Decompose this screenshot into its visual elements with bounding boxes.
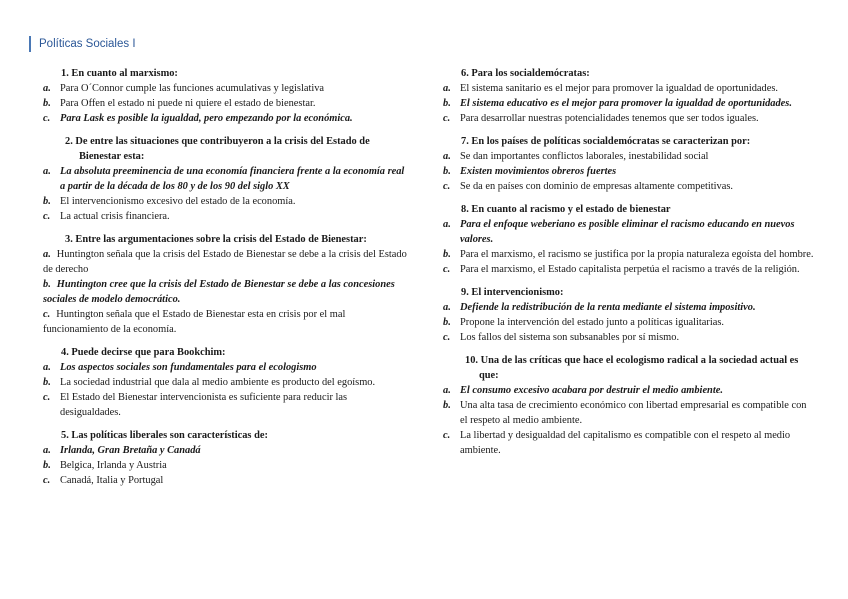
answer-option-c [443,262,815,277]
option-letter: c. [43,211,51,222]
option-letter: b. [443,400,451,411]
option-text: La absoluta preeminencia de una economía financiera frente a la economía real a partir de la década de los 80 y de los 90 del siglo XX [60,166,405,192]
option-text: El Estado del Bienestar intervencionista es suficiente para reducir las desigualdades. [60,392,348,418]
option-text: Canadá, Italia y Portugal [60,475,164,486]
answer-option-a [43,164,408,194]
option-letter: c. [43,392,51,403]
option-letter: b. [43,377,51,388]
option-letter: a. [43,249,51,260]
option-letter: c. [443,332,451,343]
question-title: 5. Las políticas liberales son características de: [61,430,268,441]
question-title: 1. En cuanto al marxismo: [61,68,178,79]
option-text: Irlanda, Gran Bretaña y Canadá [60,445,201,456]
option-letter: a. [443,302,451,313]
answer-option-a [43,360,408,375]
option-letter: c. [443,430,451,441]
right-column [443,66,815,458]
answer-option-c [43,209,408,224]
question-title: 9. El intervencionismo: [461,287,564,298]
question-left-4 [43,345,408,420]
question-right-3 [443,202,815,277]
question-right-1 [443,66,815,126]
left-column [43,66,408,488]
option-text: La sociedad industrial que dala al medio ambiente es producto del egoísmo. [60,377,376,388]
question-title: 8. En cuanto al racismo y el estado de bienestar [461,204,671,215]
option-text: Para el enfoque weberiano es posible eliminar el racismo educando en nuevos valores. [460,219,795,245]
option-text: La libertad y desigualdad del capitalismo es compatible con el respeto al medio ambiente. [460,430,791,456]
option-text: Huntington cree que la crisis del Estado de Bienestar se debe a las concesiones sociales de modelo democrático. [43,279,395,305]
answer-option-c [43,390,408,420]
question-left-2 [43,134,408,224]
question-title: 3. Entre las argumentaciones sobre la crisis del Estado de Bienestar: [65,234,367,245]
option-letter: b. [443,249,451,260]
question-right-4 [443,285,815,345]
question-title: 2. De entre las situaciones que contribuyeron a la crisis del Estado de Bienestar esta: [65,136,370,162]
option-letter: c. [443,181,451,192]
answer-option-b [443,164,815,179]
question-title: 7. En los países de políticas socialdemócratas se caracterizan por: [461,136,751,147]
option-letter: b. [43,460,51,471]
answer-option-a [43,443,408,458]
question-title: 6. Para los socialdemócratas: [461,68,590,79]
option-letter: a. [43,362,51,373]
option-text: Los fallos del sistema son subsanables por sí mismo. [460,332,680,343]
question-title: 10. Una de las críticas que hace el ecologismo radical a la sociedad actual es que: [465,355,799,381]
option-letter: a. [43,83,51,94]
option-letter: c. [43,113,51,124]
answer-option-a [443,383,815,398]
option-text: El sistema sanitario es el mejor para promover la igualdad de oportunidades. [460,83,778,94]
answer-option-a [43,247,408,277]
answer-option-c [43,111,408,126]
question-right-2 [443,134,815,194]
option-text: La actual crisis financiera. [60,211,170,222]
option-text: Para desarrollar nuestras potencialidades tenemos que ser todos iguales. [460,113,759,124]
option-text: Una alta tasa de crecimiento económico con libertad empresarial es compatible con el respeto al medio ambiente. [460,400,807,426]
question-left-5 [43,428,408,488]
document-title: Políticas Sociales I [39,38,136,50]
question-left-1 [43,66,408,126]
answer-option-b [43,194,408,209]
option-text: Para O´Connor cumple las funciones acumulativas y legislativa [60,83,325,94]
option-text: Existen movimientos obreros fuertes [460,166,617,177]
option-text: El sistema educativo es el mejor para promover la igualdad de oportunidades. [460,98,792,109]
answer-option-a [443,149,815,164]
option-letter: a. [443,219,451,230]
answer-option-b [443,398,815,428]
answer-option-c [43,307,408,337]
option-text: Se dan importantes conflictos laborales, inestabilidad social [460,151,709,162]
question-left-3 [43,232,408,337]
option-text: Huntington señala que la crisis del Estado de Bienestar se debe a la crisis del Estado de derecho [43,249,407,275]
answer-option-c [443,428,815,458]
option-letter: b. [43,279,51,290]
option-letter: b. [43,196,51,207]
option-letter: a. [443,83,451,94]
option-text: Los aspectos sociales son fundamentales para el ecologismo [60,362,317,373]
question-title: 4. Puede decirse que para Bookchim: [61,347,226,358]
answer-option-b [43,458,408,473]
option-letter: a. [443,385,451,396]
answer-option-b [43,277,408,307]
answer-option-b [443,315,815,330]
answer-option-b [43,96,408,111]
answer-option-a [443,81,815,96]
option-text: El consumo excesivo acabara por destruir el medio ambiente. [460,385,723,396]
option-text: Defiende la redistribución de la renta mediante el sistema impositivo. [460,302,756,313]
option-letter: b. [443,317,451,328]
answer-option-a [443,300,815,315]
option-letter: b. [443,98,451,109]
answer-option-a [43,81,408,96]
option-letter: b. [443,166,451,177]
option-text: El intervencionismo excesivo del estado de la economía. [60,196,296,207]
option-letter: b. [43,98,51,109]
answer-option-c [43,473,408,488]
option-letter: c. [43,475,51,486]
option-text: Se da en países con dominio de empresas altamente competitivas. [460,181,733,192]
option-text: Propone la intervención del estado junto a políticas igualitarias. [460,317,725,328]
question-right-5 [443,353,815,458]
answer-option-c [443,179,815,194]
option-text: Belgica, Irlanda y Austria [60,460,167,471]
option-letter: a. [443,151,451,162]
answer-option-c [443,330,815,345]
answer-option-b [443,96,815,111]
answer-option-c [443,111,815,126]
option-letter: c. [443,113,451,124]
page-header [29,36,136,52]
option-letter: c. [43,309,51,320]
answer-option-b [443,247,815,262]
answer-option-a [443,217,815,247]
option-letter: a. [43,445,51,456]
option-text: Huntington señala que el Estado de Bienestar esta en crisis por el mal funcionamiento de la economía. [43,309,346,335]
option-text: Para el marxismo, el Estado capitalista perpetúa el racismo a través de la religión. [460,264,800,275]
answer-option-b [43,375,408,390]
option-text: Para Lask es posible la igualdad, pero empezando por la económica. [60,113,353,124]
option-text: Para Offen el estado ni puede ni quiere el estado de bienestar. [60,98,316,109]
option-letter: c. [443,264,451,275]
option-text: Para el marxismo, el racismo se justifica por la propia naturaleza egoísta del hombre. [460,249,814,260]
option-letter: a. [43,166,51,177]
